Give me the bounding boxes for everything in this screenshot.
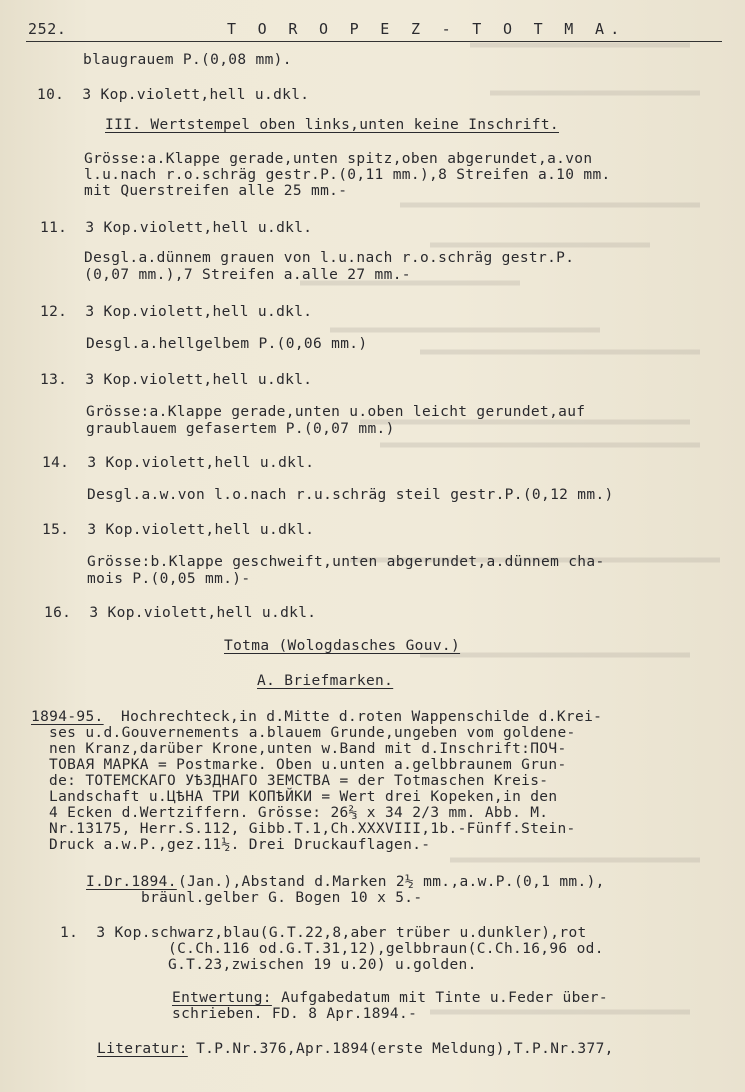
text-line: schrieben. FD. 8 Apr.1894.- xyxy=(172,1006,418,1022)
text-line: ses u.d.Gouvernements a.blauem Grunde,ungeben vom goldene- xyxy=(49,725,576,741)
text-line: (C.Ch.116 od.G.T.31,12),gelbbraun(C.Ch.16,96 od. xyxy=(168,941,604,957)
text-line: Desgl.a.w.von l.o.nach r.u.schräg steil gestr.P.(0,12 mm.) xyxy=(87,487,614,503)
text-line: Hochrechteck,in d.Mitte d.roten Wappenschilde d.Krei- xyxy=(121,709,603,725)
text-line: nen Kranz,darüber Krone,unten w.Band mit d.Inschrift:ПОЧ- xyxy=(49,741,567,757)
text-line: 4 Ecken d.Wertziffern. Grösse: 26⅔ x 34 2/3 mm. Abb. M. xyxy=(49,805,549,821)
literature-label: Literatur: xyxy=(97,1041,188,1057)
text-line: ТОВАЯ МАРКА = Postmarke. Oben u.unten a.gelbbraunem Grun- xyxy=(49,757,567,773)
entry-12: 12. 3 Kop.violett,hell u.dkl. xyxy=(40,304,313,320)
entry-15: 15. 3 Kop.violett,hell u.dkl. xyxy=(42,522,315,538)
text-line: Desgl.a.hellgelbem P.(0,06 mm.) xyxy=(86,336,368,352)
page-number: 252. xyxy=(28,20,67,38)
entry-14: 14. 3 Kop.violett,hell u.dkl. xyxy=(42,455,315,471)
text-line: mois P.(0,05 mm.)- xyxy=(87,571,251,587)
section-heading-iii: III. Wertstempel oben links,unten keine Inschrift. xyxy=(105,117,559,133)
entry-10: 10. 3 Kop.violett,hell u.dkl. xyxy=(37,87,310,103)
text-line: blaugrauem P.(0,08 mm). xyxy=(83,52,292,68)
text-line: Grösse:b.Klappe geschweift,unten abgerundet,a.dünnem cha- xyxy=(87,554,605,570)
entry-11: 11. 3 Kop.violett,hell u.dkl. xyxy=(40,220,313,236)
text-line: Nr.13175, Herr.S.112, Gibb.T.1,Ch.XXXVIII,1b.-Fünff.Stein- xyxy=(49,821,576,837)
header-rule xyxy=(26,41,722,42)
running-title: T O R O P E Z - T O T M A. xyxy=(227,20,626,38)
text-line: (Jan.),Abstand d.Marken 2½ mm.,a.w.P.(0,1 mm.), xyxy=(178,874,605,890)
text-line: l.u.nach r.o.schräg gestr.P.(0,11 mm.),8 Streifen a.10 mm. xyxy=(84,167,611,183)
printing-label: I.Dr.1894. xyxy=(86,874,177,890)
subsection-heading: A. Briefmarken. xyxy=(257,673,394,689)
text-line: G.T.23,zwischen 19 u.20) u.golden. xyxy=(168,957,477,973)
text-line: de: ТОТЕМСКАГО УѢЗДНАГО ЗЕМСТВА = der Totmaschen Kreis- xyxy=(49,773,549,789)
entry-13: 13. 3 Kop.violett,hell u.dkl. xyxy=(40,372,313,388)
text-line: Aufgabedatum mit Tinte u.Feder über- xyxy=(272,990,608,1006)
text-line: (0,07 mm.),7 Streifen a.alle 27 mm.- xyxy=(84,267,411,283)
text-line: Grösse:a.Klappe gerade,unten u.oben leicht gerundet,auf xyxy=(86,404,586,420)
issue-year: 1894-95. xyxy=(31,709,104,725)
entry-16: 16. 3 Kop.violett,hell u.dkl. xyxy=(44,605,317,621)
entry-1: 1. 3 Kop.schwarz,blau(G.T.22,8,aber trüber u.dunkler),rot xyxy=(60,925,587,941)
text-line: Druck a.w.P.,gez.11½. Drei Druckauflagen.- xyxy=(49,837,431,853)
place-heading: Totma (Wologdasches Gouv.) xyxy=(224,638,461,654)
text-line: Landschaft u.ЦѢНА ТРИ КОПѢЙКИ = Wert drei Kopeken,in den xyxy=(49,789,558,805)
text-line: T.P.Nr.376,Apr.1894(erste Meldung),T.P.Nr.377, xyxy=(187,1041,614,1057)
text-line: graublauem gefasertem P.(0,07 mm.) xyxy=(86,421,395,437)
text-line: Desgl.a.dünnem grauen von l.u.nach r.o.schräg gestr.P. xyxy=(84,250,575,266)
cancellation-label: Entwertung: xyxy=(172,990,272,1006)
text-line: bräunl.gelber G. Bogen 10 x 5.- xyxy=(141,890,423,906)
text-line: Grösse:a.Klappe gerade,unten spitz,oben abgerundet,a.von xyxy=(84,151,593,167)
text-line: mit Querstreifen alle 25 mm.- xyxy=(84,183,348,199)
